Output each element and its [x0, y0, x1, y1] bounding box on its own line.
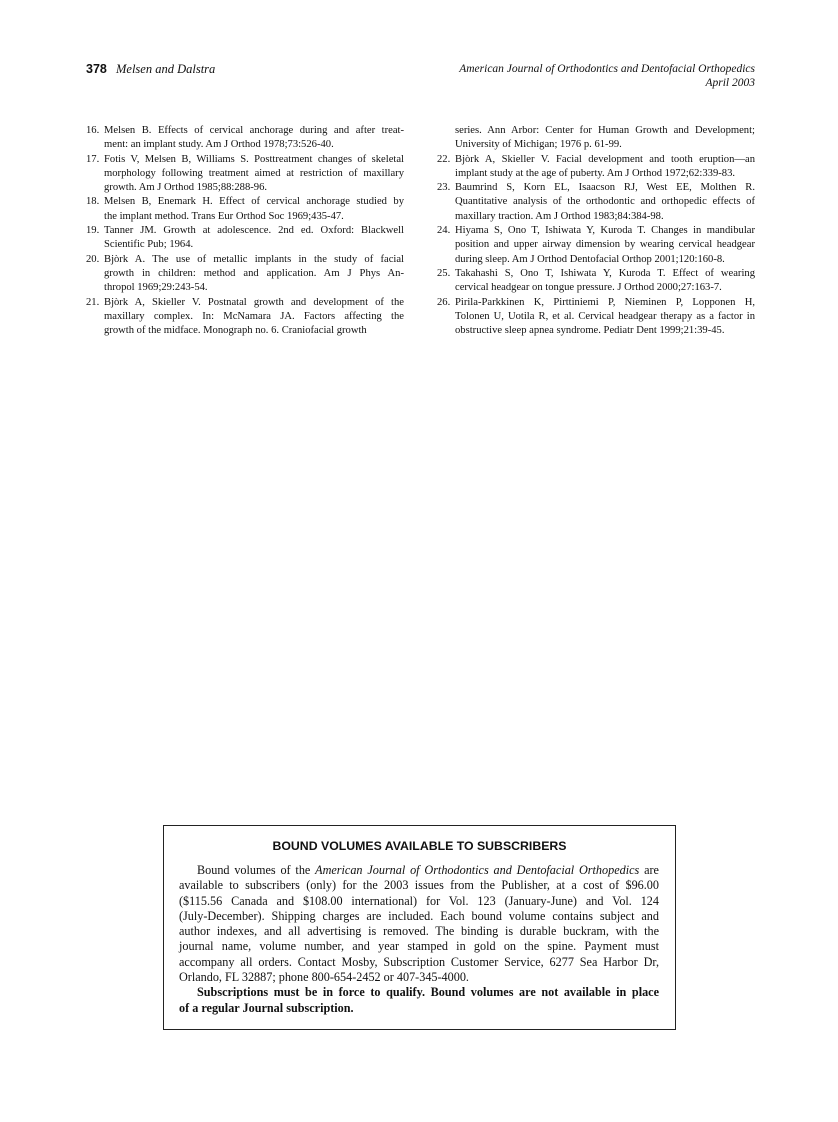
reference-line: growth in children: method and application. Am J Phys An- [104, 267, 404, 279]
reference-line: morphology following treatment aimed at restriction of maxillary [104, 167, 404, 179]
reference-line: Melsen B. Effects of cervical anchorage during and after treat- [104, 125, 404, 136]
notice-line: accompany all orders. Contact Mosby, Subscription Customer Service, 6277 Sea Harbor Dr, [179, 954, 659, 969]
reference-line: Takahashi S, Ono T, Ishiwata Y, Kuroda T. Effect of wearing [455, 267, 755, 279]
reference-item [437, 224, 755, 267]
notice-line: (July-December). Shipping charges are included. Each bound volume contains subject and [179, 908, 659, 923]
reference-line: Scientific Pub; 1964. [104, 239, 194, 251]
reference-line: Melsen B, Enemark H. Effect of cervical anchorage studied by [104, 196, 404, 208]
notice-line: available to subscribers (only) for the 2003 issues from the Publisher, at a cost of $96.00 [179, 878, 659, 893]
notice-title: BOUND VOLUMES AVAILABLE TO SUBSCRIBERS [272, 839, 567, 853]
notice-line: journal name, volume number, and year stamped in gold on the spine. Payment must [179, 939, 659, 954]
reference-line: Pirila-Parkkinen K, Pirttiniemi P, Nieminen P, Lopponen H, [455, 296, 755, 308]
issue-date: April 2003 [705, 77, 755, 89]
reference-line: cervical headgear on tongue pressure. J Orthod 2000;27:163-7. [455, 282, 722, 294]
reference-line: implant study at the age of puberty. Am J Orthod 1972;62:339-83. [455, 167, 736, 179]
reference-line: University of Michigan; 1976 p. 61-99. [455, 139, 622, 151]
reference-item [86, 195, 404, 224]
reference-line: during sleep. Am J Orthod Dentofacial Orthop 2001;120:160-8. [455, 253, 725, 265]
running-header-right [459, 62, 755, 90]
reference-line: Bjòrk A. The use of metallic implants in the study of facial [104, 253, 404, 265]
reference-line: thropol 1969;29:243-54. [104, 282, 208, 294]
journal-title: American Journal of Orthodontics and Dentofacial Orthopedics [315, 863, 640, 877]
reference-line: growth of the midface. Monograph no. 6. Craniofacial growth [104, 325, 367, 337]
reference-number: 25. [437, 267, 451, 279]
reference-number: 24. [437, 225, 451, 237]
reference-number: 22. [437, 153, 451, 165]
reference-line: Bjòrk A, Skieller V. Facial development and tooth eruption—an [455, 153, 755, 165]
bound-volumes-notice [163, 825, 676, 1030]
notice-line [179, 863, 659, 878]
references-left-column [86, 124, 404, 338]
reference-line: Quantitative analysis of the orthodontic and orthopedic effects of [455, 196, 755, 208]
notice-line: Orlando, FL 32887; phone 800-654-2452 or 407-345-4000. [179, 970, 469, 985]
notice-bold-line: of a regular Journal subscription. [179, 1000, 354, 1015]
reference-item [86, 153, 404, 196]
page-number: 378 [86, 62, 107, 76]
reference-number: 18. [86, 196, 100, 208]
journal-name: American Journal of Orthodontics and Dentofacial Orthopedics [459, 63, 755, 75]
notice-bold-line: Subscriptions must be in force to qualify. Bound volumes are not available in place [197, 985, 659, 1000]
reference-item [437, 267, 755, 296]
reference-number: 17. [86, 153, 100, 165]
notice-body [179, 863, 659, 1016]
reference-item [437, 181, 755, 224]
reference-line: obstructive sleep apnea syndrome. Pediatr Dent 1999;21:39-45. [455, 325, 725, 337]
reference-number: 26. [437, 296, 451, 308]
reference-item [437, 124, 755, 153]
notice-text: are [639, 863, 659, 877]
reference-number: 23. [437, 182, 451, 194]
reference-line: Baumrind S, Korn EL, Isaacson RJ, West EE, Molthen R. [455, 182, 755, 194]
reference-line: Tolonen U, Uotila R, et al. Cervical headgear therapy as a factor in [455, 310, 755, 322]
reference-line: Bjòrk A, Skieller V. Postnatal growth and development of the [104, 296, 404, 308]
reference-item [437, 153, 755, 182]
reference-item [437, 296, 755, 339]
reference-line: growth. Am J Orthod 1985;88:288-96. [104, 182, 268, 194]
reference-line: maxillary traction. Am J Orthod 1983;84:384-98. [455, 210, 664, 222]
reference-line: ment: an implant study. Am J Orthod 1978;73:526-40. [104, 139, 334, 151]
reference-line: position and upper airway dimension by wearing cervical headgear [455, 239, 755, 251]
reference-line: the implant method. Trans Eur Orthod Soc 1969;435-47. [104, 210, 344, 222]
reference-number: 20. [86, 253, 100, 265]
reference-number: 19. [86, 225, 100, 237]
reference-line: Tanner JM. Growth at adolescence. 2nd ed. Oxford: Blackwell [104, 225, 404, 237]
running-authors: Melsen and Dalstra [115, 62, 216, 76]
reference-line: Fotis V, Melsen B, Williams S. Posttreatment changes of skeletal [104, 153, 404, 165]
notice-line: ($115.56 Canada and $108.00 international) for Vol. 123 (January-June) and Vol. 124 [179, 893, 659, 908]
reference-item [86, 224, 404, 253]
notice-text: Bound volumes of the [197, 863, 316, 877]
reference-number: 16. [86, 125, 100, 136]
reference-number: 21. [86, 296, 100, 308]
reference-line: Hiyama S, Ono T, Ishiwata Y, Kuroda T. Changes in mandibular [455, 225, 755, 237]
reference-line: series. Ann Arbor: Center for Human Growth and Development; [455, 125, 755, 136]
references-right-column [437, 124, 755, 338]
notice-line: author indexes, and all advertising is removed. The binding is durable buckram, with the [179, 924, 659, 939]
reference-item [86, 253, 404, 296]
reference-item [86, 124, 404, 153]
running-header-left [86, 62, 215, 77]
reference-item [86, 296, 404, 339]
reference-line: maxillary complex. In: McNamara JA. Factors affecting the [104, 310, 404, 322]
